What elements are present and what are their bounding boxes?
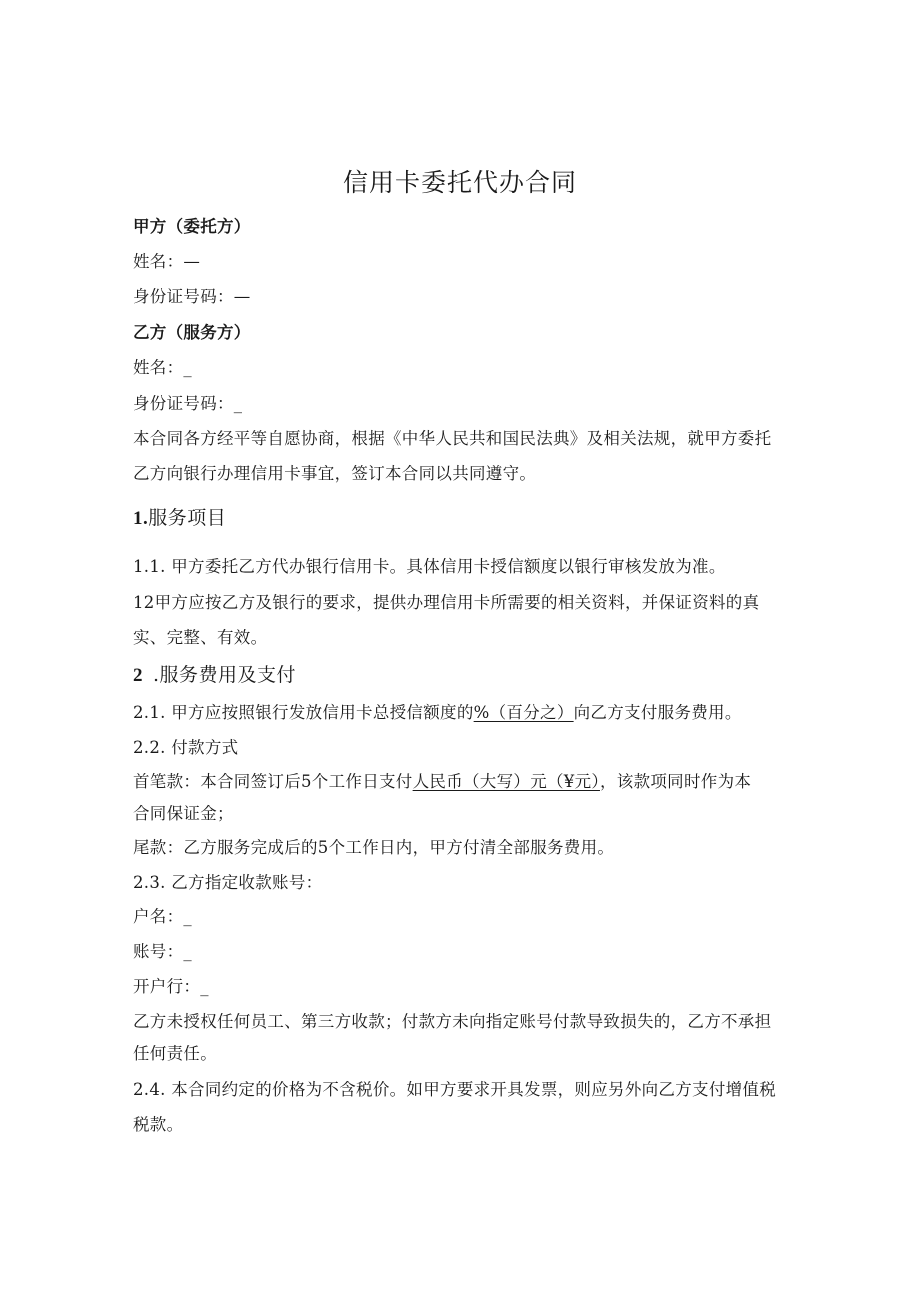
first-payment-amount-blank: 人民币（大写）元（¥元） (412, 772, 600, 791)
clause-2-4-line-2: 税款。 (133, 1115, 184, 1134)
clause-1-1: 1.1. 甲方委托乙方代办银行信用卡。具体信用卡授信额度以银行审核发放为准。 (133, 557, 726, 576)
clause-2-2: 2.2. 付款方式 (133, 738, 239, 757)
section-1-number: 1. (133, 508, 149, 529)
party-b-name: 姓名：_ (133, 358, 192, 377)
section-2-number: 2 (133, 665, 143, 686)
party-b-id: 身份证号码：_ (133, 394, 243, 413)
party-a-id: 身份证号码：— (133, 287, 251, 306)
clause-2-3: 2.3. 乙方指定收款账号： (133, 873, 323, 892)
clause-2-1-text-end: 向乙方支付服务费用。 (573, 703, 742, 722)
first-payment-line-1 (133, 771, 751, 793)
account-name: 户名：_ (133, 907, 192, 926)
party-b-heading: 乙方（服务方） (133, 323, 251, 342)
intro-line-2: 乙方向银行办理信用卡事宜，签订本合同以共同遵守。 (133, 464, 537, 483)
clause-2-1-text: 2.1. 甲方应按照银行发放信用卡总授信额度的 (133, 703, 474, 722)
fee-percentage-blank: %（百分之） (473, 703, 574, 722)
clause-2-1 (133, 702, 742, 724)
first-payment-text-end: ，该款项同时作为本 (599, 772, 752, 791)
warning-line-2: 任何责任。 (133, 1044, 217, 1063)
clause-1-2-line-2: 实、完整、有效。 (133, 628, 268, 647)
first-payment-text: 首笔款：本合同签订后5个工作日支付 (133, 772, 413, 791)
party-a-name: 姓名：— (133, 252, 201, 271)
section-2-title: .服务费用及支付 (153, 664, 297, 686)
first-payment-line-2: 合同保证金； (133, 804, 234, 823)
opening-bank: 开户行：_ (133, 977, 209, 996)
document-title: 信用卡委托代办合同 (342, 168, 577, 197)
clause-1-2-line-1: 12甲方应按乙方及银行的要求，提供办理信用卡所需要的相关资料，并保证资料的真 (133, 593, 760, 612)
section-1-title: 服务项目 (148, 507, 227, 529)
clause-2-4-line-1: 2.4. 本合同约定的价格为不含税价。如甲方要求开具发票，则应另外向乙方支付增值税 (133, 1080, 777, 1099)
account-number: 账号：_ (133, 942, 192, 961)
warning-line-1: 乙方未授权任何员工、第三方收款；付款方未向指定账号付款导致损失的，乙方不承担 (133, 1012, 772, 1031)
party-a-heading: 甲方（委托方） (133, 217, 251, 236)
intro-line-1: 本合同各方经平等自愿协商，根据《中华人民共和国民法典》及相关法规，就甲方委托 (133, 429, 772, 448)
section-1-heading (133, 505, 226, 532)
section-2-heading (133, 662, 296, 689)
final-payment: 尾款：乙方服务完成后的5个工作日内，甲方付清全部服务费用。 (133, 838, 615, 857)
